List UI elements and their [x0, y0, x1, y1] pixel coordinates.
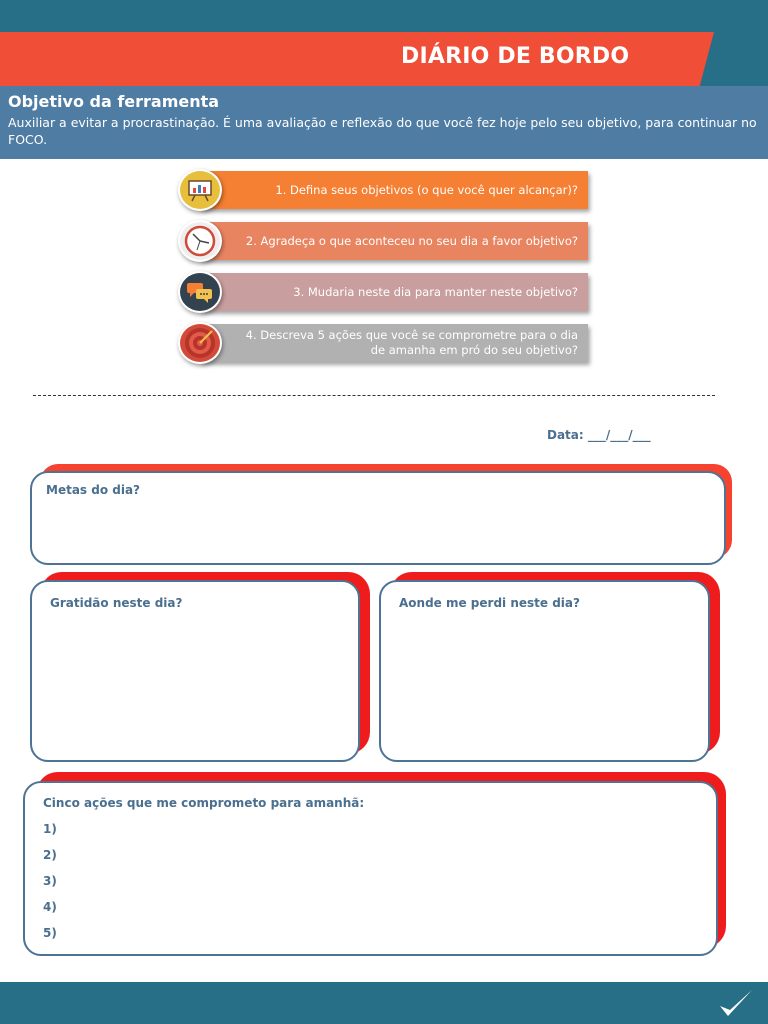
dashed-divider: [33, 395, 715, 396]
step-4: [178, 322, 590, 364]
step-4-text: 4. Descreva 5 ações que você se comprometre para o dia de amanha em pró do seu objetivo?: [245, 328, 578, 357]
step-3-bar: [200, 273, 588, 311]
step-1-bar: [200, 171, 588, 209]
presentation-board-icon: [178, 169, 222, 211]
action-item-4: 4): [43, 900, 57, 914]
action-item-1: 1): [43, 822, 57, 836]
page-title: DIÁRIO DE BORDO: [401, 44, 630, 69]
step-3: [178, 271, 590, 313]
goals-label: Metas do dia?: [46, 483, 141, 497]
step-1: [178, 169, 590, 211]
chat-bubbles-icon: [178, 271, 222, 313]
footer-bar: [0, 982, 768, 1024]
date-field[interactable]: Data: ___/___/___: [547, 428, 651, 442]
target-icon: [178, 322, 222, 364]
checkmark-logo-icon: [718, 988, 754, 1020]
action-item-2: 2): [43, 848, 57, 862]
objective-text: Auxiliar a evitar a procrastinação. É uma avaliação e reflexão do que você fez hoje pelo seu objetivo, para continuar no FOCO.: [8, 115, 757, 147]
step-3-text: 3. Mudaria neste dia para manter neste objetivo?: [293, 284, 578, 299]
gratitude-label: Gratidão neste dia?: [50, 596, 183, 610]
goals-card[interactable]: [30, 471, 726, 565]
objective-section: [0, 86, 768, 159]
action-item-3: 3): [43, 874, 57, 888]
step-2: [178, 220, 590, 262]
gratitude-card[interactable]: [30, 580, 360, 762]
actions-label: Cinco ações que me comprometo para amanhã:: [43, 796, 365, 810]
clock-icon: [178, 220, 222, 262]
step-4-bar: [200, 324, 588, 362]
lost-label: Aonde me perdi neste dia?: [399, 596, 580, 610]
objective-title: Objetivo da ferramenta: [8, 92, 220, 111]
actions-card[interactable]: [23, 781, 718, 956]
step-1-text: 1. Defina seus objetivos (o que você quer alcançar)?: [275, 182, 578, 197]
step-2-bar: [200, 222, 588, 260]
step-2-text: 2. Agradeça o que aconteceu no seu dia a favor objetivo?: [245, 233, 578, 248]
lost-card[interactable]: [379, 580, 710, 762]
action-item-5: 5): [43, 926, 57, 940]
